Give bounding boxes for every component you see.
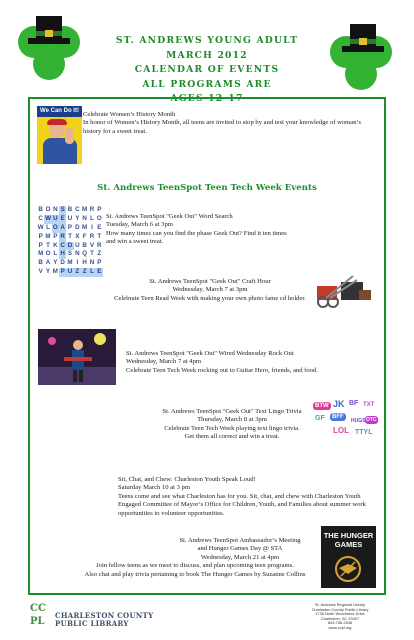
word-search-letter: V — [38, 268, 43, 276]
event-date: Saturday March 10 at 3 pm — [118, 484, 190, 492]
address-line: Charleston, SC 29407 — [320, 615, 360, 621]
word-search-letter: S — [67, 250, 73, 258]
word-search-letter: N — [89, 259, 95, 267]
word-search-letter: D — [67, 241, 73, 249]
lingo-bubble: TTYL — [355, 429, 373, 436]
word-search-letter: Z — [82, 268, 87, 276]
word-search-letter: L — [90, 214, 94, 222]
hunger-games-event — [70, 537, 320, 579]
craft-supplies-image — [313, 268, 375, 310]
title-line: MARCH 2012 — [166, 49, 248, 61]
address-line: www.ccpl.org — [328, 624, 352, 630]
word-search-letter: M — [82, 206, 88, 213]
word-search-letter: H — [60, 250, 65, 258]
speak-loud-event — [118, 476, 376, 518]
shamrock-hat-left-icon — [10, 12, 88, 86]
event-body: Celebrate Teen Tech Week rocking out to Guitar Hero, friends, and food. — [126, 366, 318, 374]
word-search-letter: Y — [75, 214, 80, 222]
word-search-letter: Y — [45, 268, 51, 276]
word-search-letter: R — [97, 241, 102, 249]
word-search-letter: D — [75, 223, 80, 231]
lingo-bubble: GF — [315, 415, 325, 422]
word-search-row — [37, 250, 103, 259]
section-title: St. Andrews TeenSpot Teen Tech Week Events — [97, 183, 317, 193]
library-name — [55, 612, 153, 628]
event-date: Wednesday, March 21 at 4pm — [200, 553, 280, 561]
word-search-letter: N — [75, 250, 80, 258]
word-search-letter: T — [46, 241, 50, 249]
word-search-letter: V — [89, 241, 95, 249]
womens-history-body: In honor of Women’s History Month, all teens are invited to stop by and test your knowledge of woman’s history for a sweet treat. — [83, 119, 361, 135]
word-search-letter: U — [53, 214, 58, 222]
womens-history-title: Celebrate Women’s History Month — [83, 111, 176, 118]
title-line: ST. ANDREWS YOUNG ADULT — [115, 35, 299, 46]
word-search-letter: L — [53, 250, 58, 258]
event-date: Wednesday, March 7 at 3pm — [172, 286, 248, 294]
word-search-letter: H — [82, 259, 87, 267]
word-search-letter: M — [38, 250, 44, 258]
word-search-letter: P — [38, 241, 43, 249]
guitar-hero-photo — [38, 329, 116, 385]
word-search-letter: P — [97, 206, 102, 213]
word-search-letter: B — [38, 206, 43, 213]
word-search-letter: C — [75, 206, 80, 213]
word-search-letter: I — [91, 223, 93, 231]
word-search-letter: D — [60, 259, 65, 267]
event-body: Get them all correct and win a treat. — [184, 433, 280, 441]
word-search-letter: L — [46, 223, 50, 231]
word-search-row — [37, 215, 103, 224]
word-search-letter: P — [97, 259, 102, 267]
word-search-letter: M — [82, 223, 88, 231]
logo-text: CC PL — [30, 603, 46, 627]
lingo-bubble: JK — [333, 399, 345, 409]
word-search-letter: T — [90, 250, 94, 258]
book-title: THE HUNGER GAMES — [323, 531, 374, 549]
address-line: 1735 North Woodmere Drive — [315, 611, 365, 617]
page-title — [100, 34, 314, 107]
word-search-letter: B — [82, 241, 87, 249]
word-search-letter: T — [68, 232, 72, 240]
event-body: How many times can you find the phase Geek Out? Find it ten times and win a sweet treat. — [106, 229, 287, 246]
lingo-bubble: BTW — [315, 403, 329, 409]
word-search-letter: K — [53, 241, 58, 249]
word-search-grid — [37, 206, 103, 276]
text-lingo-image — [313, 399, 379, 443]
word-search-letter: R — [89, 232, 95, 240]
event-title: St. Andrews TeenSpot "Geek Out" Craft Hour — [149, 278, 271, 285]
word-search-letter: Z — [75, 268, 80, 276]
lingo-bubble: LOL — [333, 426, 349, 435]
event-title: Sit, Chat, and Chew: Charleston Youth Speak Loud! — [118, 476, 256, 483]
word-search-letter: T — [97, 232, 102, 240]
word-search-letter: W — [45, 214, 51, 222]
word-search-row — [37, 206, 103, 215]
word-search-letter: X — [75, 232, 80, 240]
lingo-bubble: BFF — [332, 414, 344, 420]
word-search-letter: R — [60, 232, 65, 240]
word-search-letter: N — [53, 206, 58, 213]
word-search-letter: U — [75, 241, 80, 249]
library-address — [300, 603, 380, 631]
word-search-letter: Y — [53, 259, 58, 267]
word-search-letter: Z — [97, 250, 102, 258]
lingo-bubble: HUGS — [351, 418, 366, 424]
library-name-line: PUBLIC LIBRARY — [55, 619, 129, 628]
shamrock-hat-right-icon — [322, 18, 402, 92]
word-search-row — [37, 224, 103, 233]
word-search-row — [37, 268, 103, 277]
title-line: ALL PROGRAMS ARE — [142, 78, 272, 90]
word-search-letter: P — [53, 232, 58, 240]
word-search-letter: A — [60, 223, 65, 231]
word-search-letter: P — [67, 223, 73, 231]
event-date: Thursday, March 8 at 3pm — [197, 416, 267, 424]
word-search-letter: L — [90, 268, 94, 276]
title-line: CALENDAR OF EVENTS — [134, 64, 280, 75]
word-search-letter: A — [45, 259, 51, 267]
word-search-letter: M — [67, 259, 73, 267]
word-search-letter: O — [45, 250, 51, 258]
word-search-letter: C — [38, 214, 43, 222]
word-search-letter: E — [97, 223, 102, 231]
word-search-letter: O — [96, 214, 102, 222]
word-search-row — [37, 259, 103, 268]
word-search-row — [37, 242, 103, 251]
word-search-letter: C — [60, 241, 65, 249]
event-date: Tuesday, March 6 at 3pm — [106, 221, 173, 229]
address-line: 843-766-2546 — [327, 620, 353, 626]
event-subtitle: and Hunger Games Day @ STA — [197, 545, 283, 553]
poster-caption: We Can Do It! — [40, 108, 79, 114]
womens-history-text — [83, 111, 373, 136]
word-search-row — [37, 233, 103, 242]
lingo-bubble: OTC — [366, 417, 377, 423]
word-search-letter: S — [60, 206, 65, 213]
title-line: AGES 12-17 — [170, 93, 244, 104]
word-search-letter: Q — [82, 250, 88, 258]
address-line: Charleston County Public Library — [311, 606, 369, 612]
word-search-letter: U — [67, 268, 73, 276]
event-title: St. Andrews TeenSpot "Geek Out" Text Lingo Trivia — [162, 408, 302, 415]
address-line: St. Andrews Regional Library — [314, 602, 366, 607]
word-search-event — [106, 213, 296, 247]
hunger-games-book-cover — [321, 526, 376, 588]
event-body: Also chat and play trivia pertaining to book The Hunger Games by Suzanne Collins — [84, 570, 306, 578]
text-lingo-event — [152, 408, 312, 442]
we-can-do-it-poster — [37, 106, 82, 164]
event-title: St. Andrews TeenSpot "Geek Out" Word Search — [106, 213, 233, 220]
event-body: Join fellow teens as we meet to discuss, and plan upcoming teen programs. — [96, 562, 294, 570]
ccpl-logo — [30, 602, 54, 630]
word-search-letter: E — [60, 214, 65, 222]
word-search-letter: W — [37, 223, 44, 231]
craft-hour-event — [110, 278, 310, 303]
event-date: Wednesday, March 7 at 4pm — [126, 358, 202, 366]
word-search-letter: B — [38, 259, 43, 267]
event-title: St. Andrews TeenSpot Ambassador’s Meeting — [179, 537, 301, 544]
rock-out-event — [126, 350, 386, 375]
word-search-letter: E — [97, 268, 102, 276]
mockingjay-icon — [333, 554, 363, 584]
word-search-letter: O — [45, 206, 51, 213]
library-name-line: CHARLESTON COUNTY — [55, 611, 154, 620]
word-search-letter: M — [45, 232, 51, 240]
word-search-letter: R — [89, 206, 95, 213]
lingo-bubble: TXT — [363, 402, 375, 408]
lingo-bubble: BF — [349, 400, 359, 407]
word-search-letter: I — [76, 259, 79, 267]
word-search-letter: P — [60, 268, 65, 276]
word-search-letter: O — [52, 223, 58, 231]
word-search-letter: B — [67, 206, 73, 213]
word-search-letter: N — [82, 214, 87, 222]
word-search-letter: P — [38, 232, 43, 240]
word-search-letter: F — [82, 232, 87, 240]
event-body: Teens come and see what Charleston has for you. Sit, chat, and chew with Charleston Youth Engaged Committee of Mayor’s Office for Children, Youth, and Families about summer work opportunities to volunteer opportunities. — [118, 492, 366, 517]
event-body: Celebrate Teen Tech Week playing text lingo trivia. — [164, 424, 300, 432]
event-title: St. Andrews TeenSpot "Geek Out" Wired Wednesday Rock Out — [126, 350, 294, 357]
event-body: Celebrate Teen Read Week with making your own photo fame cd holder. — [114, 294, 306, 302]
word-search-letter: U — [67, 214, 73, 222]
word-search-letter: M — [52, 268, 58, 276]
